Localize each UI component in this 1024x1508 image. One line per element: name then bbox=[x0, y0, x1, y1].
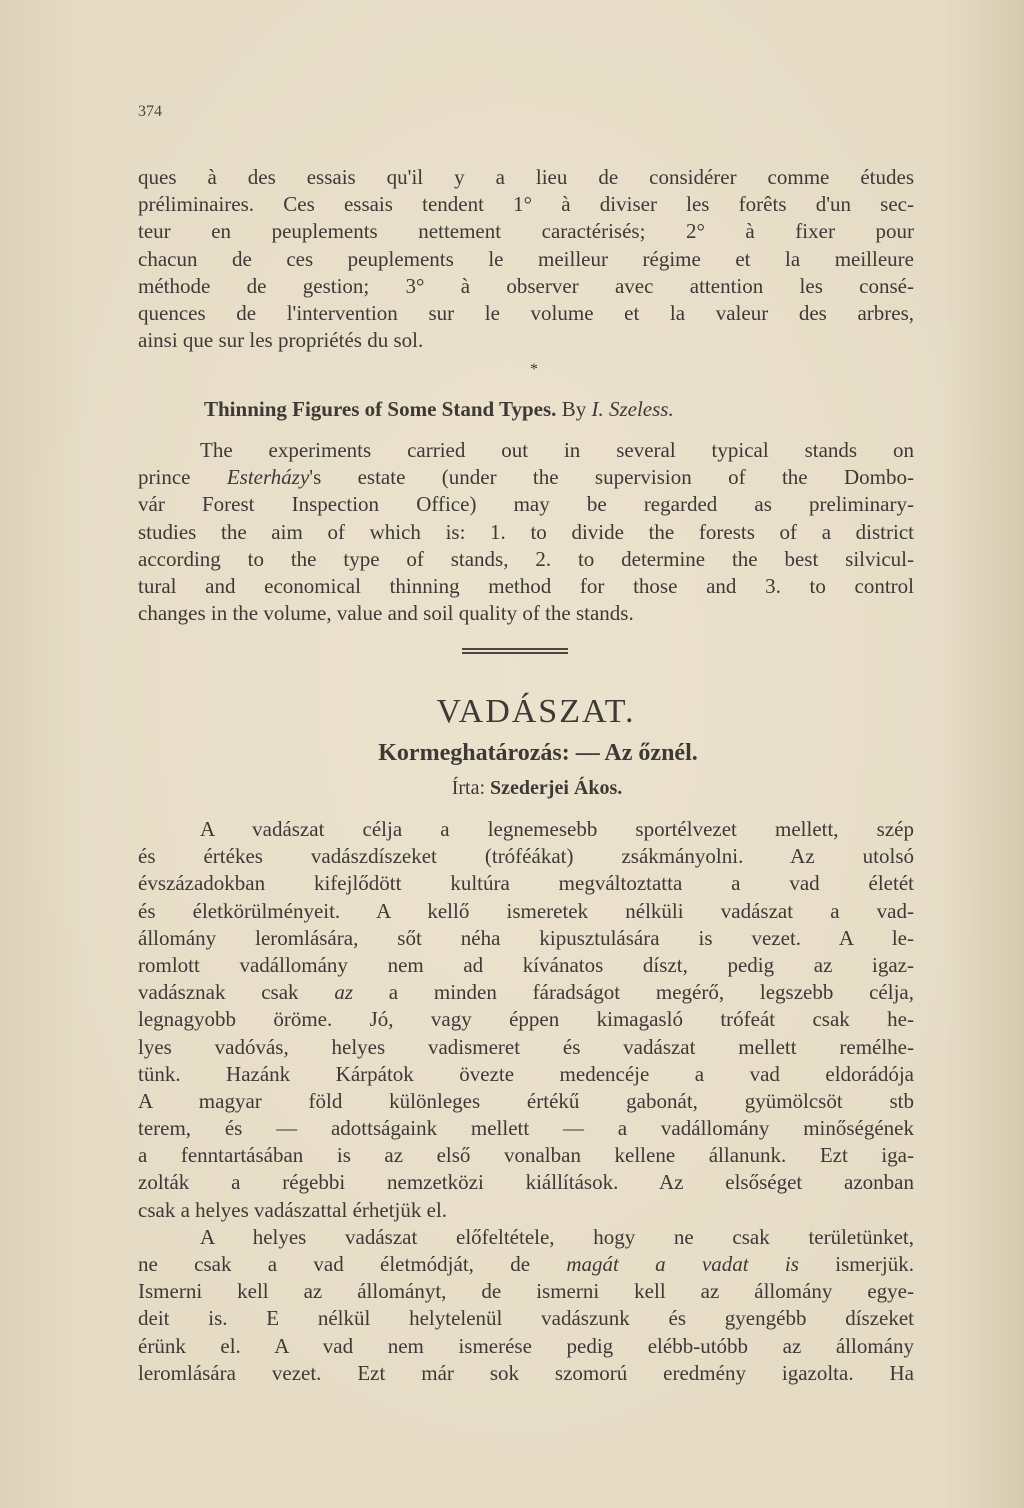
text-line bbox=[138, 464, 914, 491]
byline-author: Szederjei Ákos. bbox=[490, 777, 623, 799]
text-segment: ne csak a vad életmódját, de bbox=[138, 1252, 567, 1276]
text-line: A helyes vadászat előfeltétele, hogy ne csak területünket, bbox=[200, 1224, 914, 1249]
text-line: tural and economical thinning method for those and 3. to control bbox=[138, 573, 914, 598]
text-line: ques à des essais qu'il y a lieu de considérer comme études bbox=[138, 165, 914, 189]
text-line: a fenntartásában is az első vonalban kellene állanunk. Ezt iga- bbox=[138, 1143, 914, 1168]
italic-word: az bbox=[334, 980, 354, 1005]
article-subheading: Kormeghatározás: — Az őznél. bbox=[378, 740, 698, 766]
text-line: évszázadokban kifejlődött kultúra megváltoztatta a vad életét bbox=[138, 871, 914, 896]
italic-phrase: magát a vadat is bbox=[566, 1252, 799, 1276]
text-line bbox=[138, 979, 914, 1006]
hungarian-article-body bbox=[138, 816, 914, 1387]
byline bbox=[0, 777, 1024, 800]
section-heading: VADÁSZAT. bbox=[436, 693, 636, 730]
text-line: ainsi que sur les propriétés du sol. bbox=[138, 328, 424, 353]
text-segment: a minden fáradságot megérő, legszebb célja, bbox=[353, 980, 914, 1005]
page-number: 374 bbox=[138, 103, 162, 120]
text-line: vár Forest Inspection Office) may be regarded as preliminary- bbox=[138, 492, 914, 517]
text-line: érünk el. A vad nem ismerése pedig elébb-utóbb az állomány bbox=[138, 1333, 914, 1358]
text-line: A vadászat célja a legnemesebb sportélvezet mellett, szép bbox=[200, 817, 914, 841]
article-by: By bbox=[561, 397, 587, 421]
text-line: romlott vadállomány nem ad kívánatos díszt, pedig az igaz- bbox=[138, 952, 914, 977]
text-line: méthode de gestion; 3° à observer avec attention les consé- bbox=[138, 273, 914, 298]
text-line: teur en peuplements nettement caractérisés; 2° à fixer pour bbox=[138, 219, 914, 244]
text-line: legnagyobb öröme. Jó, vagy éppen kimagasló trófeát csak he- bbox=[138, 1007, 914, 1032]
text-line: csak a helyes vadászattal érhetjük el. bbox=[138, 1197, 448, 1222]
french-summary-paragraph bbox=[138, 164, 914, 354]
text-line: chacun de ces peuplements le meilleur régime et la meilleure bbox=[138, 246, 914, 271]
text-segment: ismerjük. bbox=[798, 1252, 914, 1276]
text-line: zolták a régebbi nemzetközi kiállítások. Az elsőséget azonban bbox=[138, 1170, 914, 1195]
text-line: changes in the volume, value and soil quality of the stands. bbox=[138, 601, 634, 626]
section-divider bbox=[462, 648, 568, 654]
english-article-title bbox=[204, 397, 674, 422]
text-segment: vadásznak csak bbox=[138, 980, 335, 1005]
text-line: leromlására vezet. Ezt már sok szomorú eredmény igazolta. Ha bbox=[138, 1360, 914, 1385]
english-summary-paragraph bbox=[138, 437, 914, 627]
text-line: according to the type of stands, 2. to determine the best silvicul- bbox=[138, 546, 914, 571]
italic-name: Esterházy bbox=[226, 465, 310, 490]
text-line: tünk. Hazánk Kárpátok övezte medencéje a vad eldorádója bbox=[138, 1061, 914, 1086]
text-segment: 's estate (under the supervision of the Dombo- bbox=[309, 465, 914, 490]
text-line: és életkörülményeit. A kellő ismeretek nélküli vadászat a vad- bbox=[138, 898, 914, 923]
byline-label: Írta: bbox=[451, 777, 486, 799]
text-line: A magyar föld különleges értékű gabonát, gyümölcsöt stb bbox=[138, 1088, 914, 1113]
text-line: terem, és — adottságaink mellett — a vadállomány minőségének bbox=[138, 1116, 914, 1141]
article-title-text: Thinning Figures of Some Stand Types. bbox=[204, 397, 557, 421]
text-line: lyes vadóvás, helyes vadismeret és vadászat mellett remélhe- bbox=[138, 1034, 914, 1059]
text-line bbox=[138, 1251, 914, 1278]
section-asterisk: * bbox=[530, 361, 538, 378]
text-line: és értékes vadászdíszeket (tróféákat) zsákmányolni. Az utolsó bbox=[138, 844, 914, 869]
text-line: quences de l'intervention sur le volume et la valeur des arbres, bbox=[138, 300, 914, 325]
text-line: deit is. E nélkül helytelenül vadászunk és gyengébb díszeket bbox=[138, 1306, 914, 1331]
text-line: állomány leromlására, sőt néha kipusztulására is vezet. A le- bbox=[138, 925, 914, 950]
text-line: The experiments carried out in several typical stands on bbox=[200, 438, 914, 462]
text-line: préliminaires. Ces essais tendent 1° à diviser les forêts d'un sec- bbox=[138, 192, 914, 217]
text-line: Ismerni kell az állományt, de ismerni kell az állomány egye- bbox=[138, 1279, 914, 1304]
article-author: I. Szeless. bbox=[591, 397, 674, 421]
text-segment: prince bbox=[138, 465, 227, 490]
text-line: studies the aim of which is: 1. to divide the forests of a district bbox=[138, 519, 914, 544]
